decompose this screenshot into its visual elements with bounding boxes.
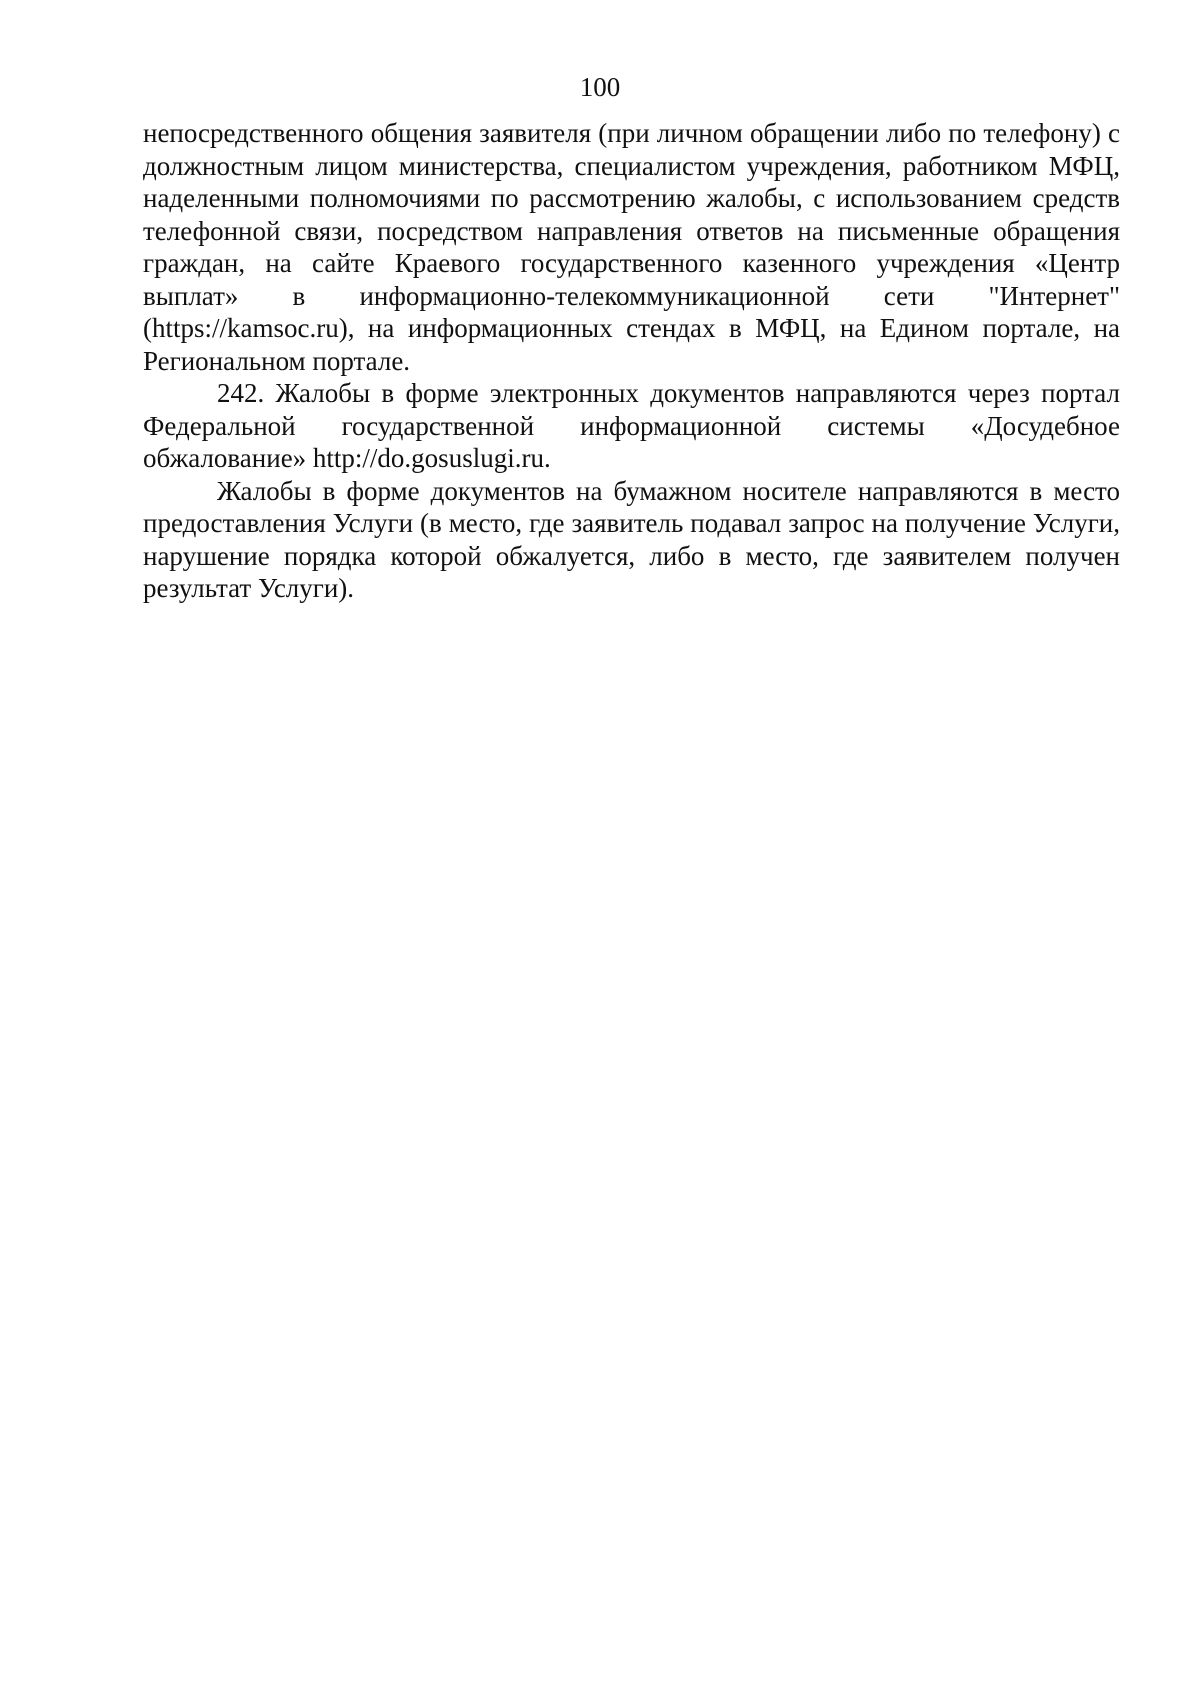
paragraph-242: 242. Жалобы в форме электронных документов направляются через портал Федеральной государственной информационной системы «Досудебное обжалование» http://do.gosuslugi.ru. <box>143 378 1120 473</box>
paragraph-continuation: непосредственного общения заявителя (при личном обращении либо по телефону) с должностным лицом министерства, специалистом учреждения, работником МФЦ, наделенными полномочиями по рассмотрению жалобы, с использованием средств телефонной связи, посредством направления ответов на письменные обращения граждан, на сайте Краевого государственного казенного учреждения «Центр выплат» в информационно-телекоммуникационной сети "Интернет" (https://kamsoc.ru), на информационных стендах в МФЦ, на Едином портале, на Региональном портале. <box>143 118 1120 376</box>
paragraph-paper-complaints: Жалобы в форме документов на бумажном носителе направляются в место предоставления Услуги (в место, где заявитель подавал запрос на получение Услуги, нарушение порядка которой обжалуется, либо в место, где заявителем получен результат Услуги). <box>143 475 1120 603</box>
page-number: 100 <box>579 72 621 102</box>
document-body <box>143 117 1120 605</box>
